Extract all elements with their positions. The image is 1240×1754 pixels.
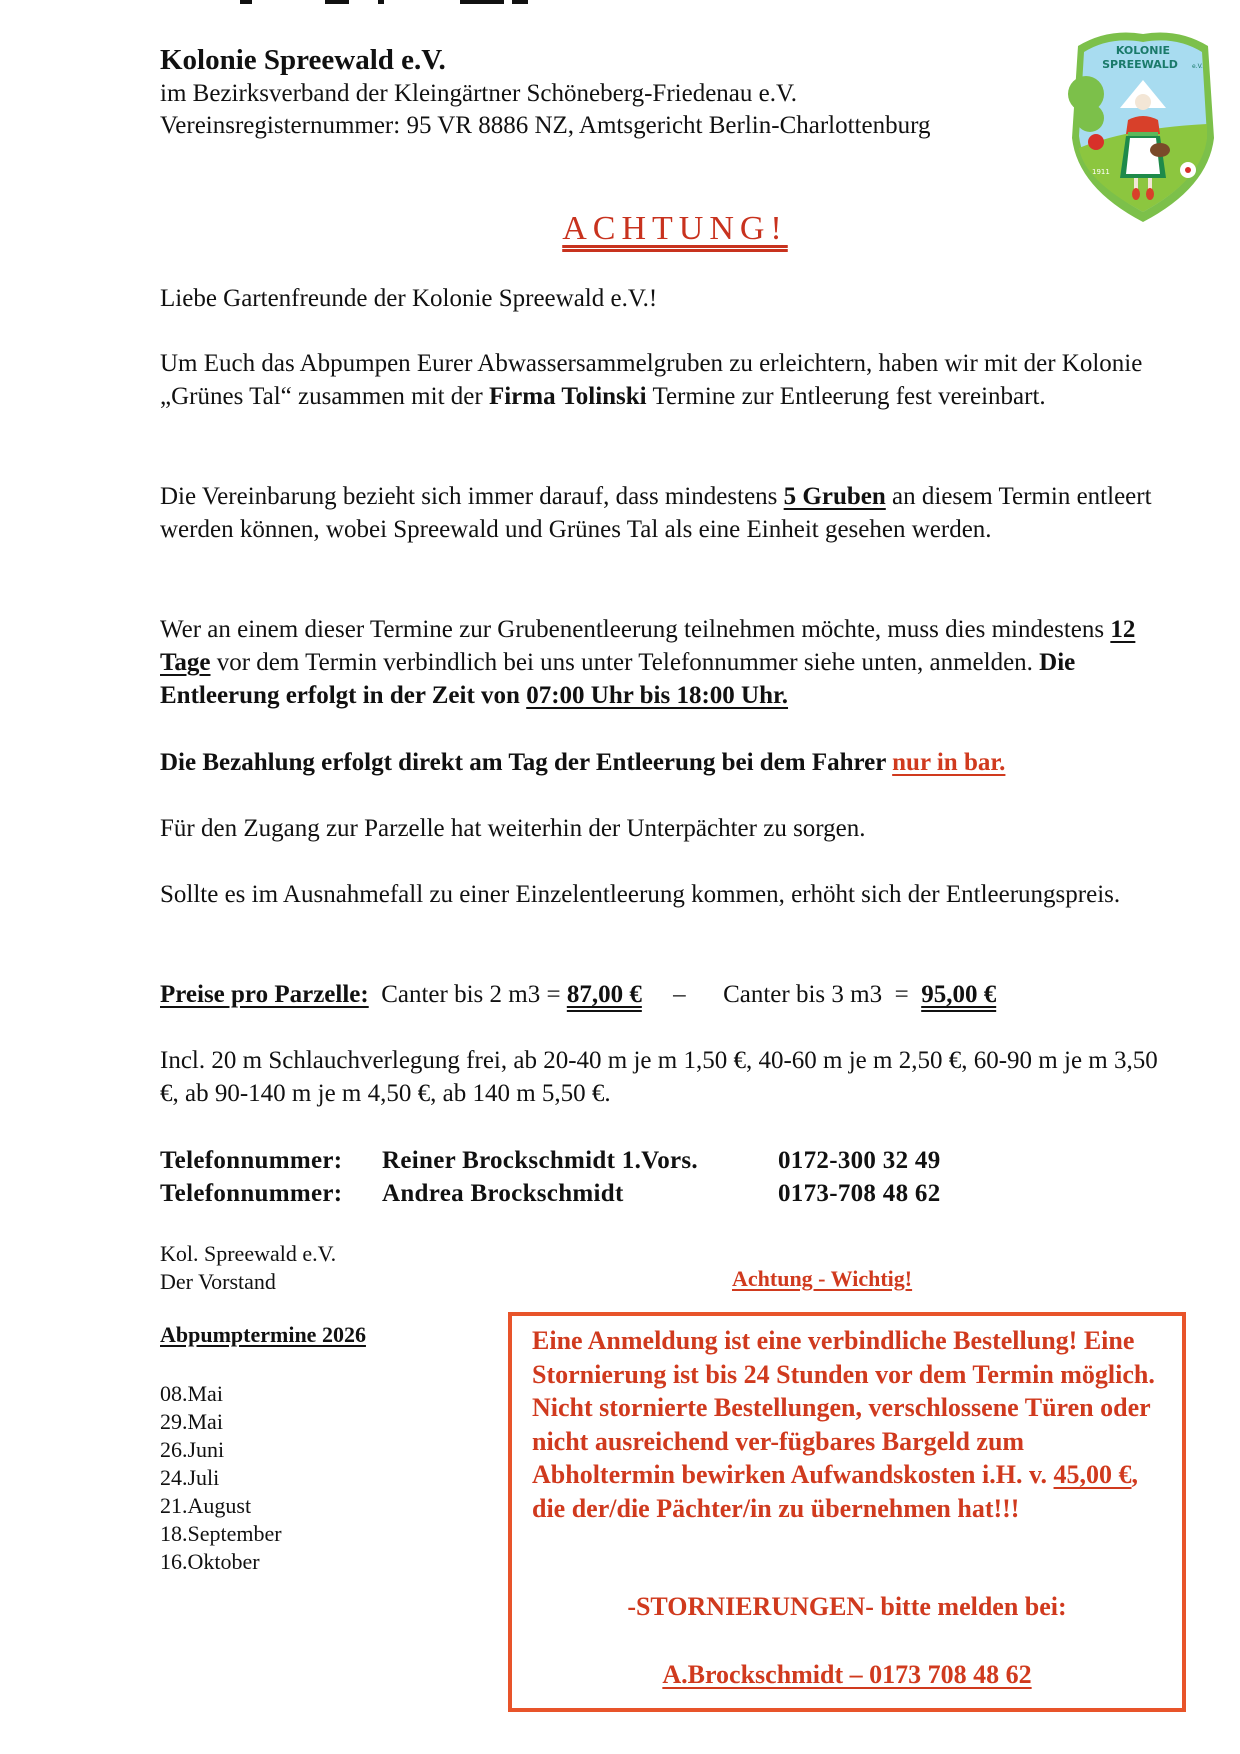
cancellation-heading: -STORNIERUNGEN- bitte melden bei: <box>627 1592 1067 1621</box>
contact-phone: 0172-300 32 49 <box>778 1147 941 1174</box>
svg-text:KOLONIE: KOLONIE <box>1115 44 1171 57</box>
svg-text:SPREEWALD: SPREEWALD <box>1102 58 1178 71</box>
important-notice-box <box>508 1312 1186 1712</box>
contact-name: Reiner Brockschmidt 1.Vors. <box>382 1147 698 1174</box>
price-3m3: 95,00 € <box>921 981 997 1008</box>
letterhead <box>160 42 930 142</box>
date-item: 18.September <box>160 1521 282 1546</box>
date-item: 24.Juli <box>160 1465 220 1490</box>
prices-label: Preise pro Parzelle: <box>160 981 369 1008</box>
date-item: 29.Mai <box>160 1409 223 1434</box>
kolonie-spreewald-logo <box>1068 28 1218 224</box>
notice-text: Eine Anmeldung ist eine verbindliche Bestellung! Eine Stornierung ist bis 24 Stunden vor dem Termin möglich. Nicht stornierte Bestellungen, verschlossene Türen oder nicht ausreichend ver-fügbares Bargeld zum Abholtermin bewirken Aufwandskosten i.H. v. 45,00 €, die der/die Pächter/in zu übernehmen hat!!! <box>532 1326 1155 1523</box>
page-title <box>0 210 1240 248</box>
scan-artifacts <box>0 0 1240 6</box>
company-name: Firma Tolinski <box>488 383 647 410</box>
svg-text:1911: 1911 <box>1092 168 1110 176</box>
dates-list <box>160 1380 282 1576</box>
signature: Kol. Spreewald e.V. Der Vorstand <box>160 1241 337 1294</box>
time-window: 07:00 Uhr bis 18:00 Uhr. <box>526 682 789 709</box>
achtung-heading: ACHTUNG! <box>562 210 788 247</box>
days-before: 12 Tage <box>160 616 1136 676</box>
paragraph-single-emptying: Sollte es im Ausnahmefall zu einer Einzelentleerung kommen, erhöht sich der Entleerungspreis. <box>160 881 1121 908</box>
contact-name: Andrea Brockschmidt <box>382 1180 624 1207</box>
greeting: Liebe Gartenfreunde der Kolonie Spreewald e.V.! <box>160 285 658 312</box>
svg-text:e.V.: e.V. <box>1192 63 1203 70</box>
price-2m3: 87,00 € <box>566 981 642 1008</box>
min-pits: 5 Gruben <box>783 483 886 510</box>
contact-row: Telefonnummer: Andrea Brockschmidt 0173-708 48 62 <box>160 1177 941 1210</box>
date-item: 08.Mai <box>160 1381 223 1406</box>
paragraph-payment: Die Bezahlung erfolgt direkt am Tag der Entleerung bei dem Fahrer nur in bar. <box>160 749 1006 776</box>
org-register: Vereinsregisternummer: 95 VR 8886 NZ, Amtsgericht Berlin-Charlottenburg <box>160 112 931 139</box>
price-line: Preise pro Parzelle: Canter bis 2 m3 = 87,00 € – Canter bis 3 m3 = 95,00 € <box>160 981 997 1008</box>
date-item: 16.Oktober <box>160 1549 260 1574</box>
paragraph-registration: Wer an einem dieser Termine zur Grubenentleerung teilnehmen möchte, muss dies mindestens 12 Tage vor dem Termin verbindlich bei uns unter Telefonnummer siehe unten, anmelden. Die Entleerung erfolgt in der Zeit von 07:00 Uhr bis 18:00 Uhr. <box>160 616 1136 709</box>
hose-pricing: Incl. 20 m Schlauchverlegung frei, ab 20-40 m je m 1,50 €, 40-60 m je m 2,50 €, 60-90 m je m 3,50 €, ab 90-140 m je m 4,50 €, ab 140 m 5,50 €. <box>160 1047 1158 1107</box>
dates-title: Abpumptermine 2026 <box>160 1322 366 1347</box>
contact-phone: 0173-708 48 62 <box>778 1180 941 1207</box>
org-association: im Bezirksverband der Kleingärtner Schöneberg-Friedenau e.V. <box>160 80 798 107</box>
date-item: 26.Juni <box>160 1437 225 1462</box>
important-heading: Achtung - Wichtig! <box>732 1266 913 1291</box>
date-item: 21.August <box>160 1493 252 1518</box>
contact-row: Telefonnummer: Reiner Brockschmidt 1.Vors. 0172-300 32 49 <box>160 1144 941 1177</box>
paragraph-intro: Um Euch das Abpumpen Eurer Abwassersammelgruben zu erleichtern, haben wir mit der Kolonie „Grünes Tal“ zusammen mit der Firma Tolinski Termine zur Entleerung fest vereinbart. <box>160 350 1143 410</box>
cancellation-contact: A.Brockschmidt – 0173 708 48 62 <box>662 1660 1032 1689</box>
org-name: Kolonie Spreewald e.V. <box>160 44 446 76</box>
cash-only: nur in bar. <box>892 749 1006 776</box>
paragraph-access: Für den Zugang zur Parzelle hat weiterhin der Unterpächter zu sorgen. <box>160 815 866 842</box>
fee-amount: 45,00 € <box>1053 1460 1132 1489</box>
paragraph-agreement: Die Vereinbarung bezieht sich immer darauf, dass mindestens 5 Gruben an diesem Termin entleert werden können, wobei Spreewald und Grünes Tal als eine Einheit gesehen werden. <box>160 483 1152 543</box>
